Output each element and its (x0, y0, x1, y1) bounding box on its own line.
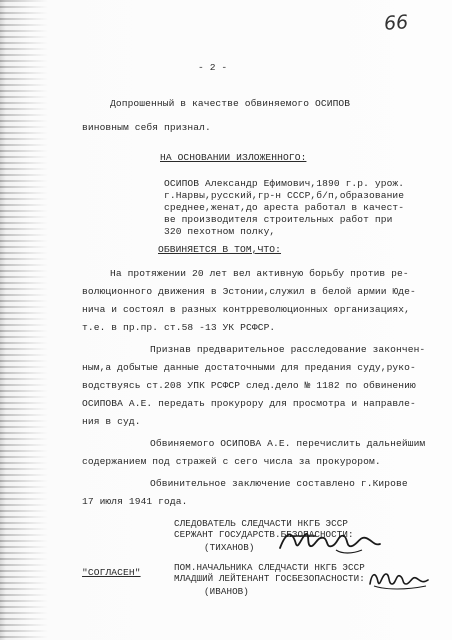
page-number: - 2 - (198, 62, 228, 73)
investigator-title-1: СЛЕДОВАТЕЛЬ СЛЕДЧАСТИ НКГБ ЭССР (174, 518, 349, 529)
p1-line-2: виновным себя признал. (82, 122, 211, 133)
deputy-title-1: ПОМ.НАЧАЛЬНИКА СЛЕДЧАСТИ НКГБ ЭССР (174, 562, 365, 573)
p2-line-1: На протяжении 20 лет вел активную борьбу против ре- (110, 268, 409, 279)
p3-line-3: водствуясь ст.208 УПК РСФСР след.дело № 1182 по обвинению (82, 380, 416, 391)
heading-based-on: НА ОСНОВАНИИ ИЗЛОЖЕННОГО: (160, 152, 307, 163)
binding-shadow (0, 0, 48, 640)
p3-line-1: Признав предварительное расследование закончен- (150, 344, 426, 355)
investigator-title-2: СЕРЖАНТ ГОСУДАРСТВ.БЕЗОПАСНОСТИ: (174, 529, 354, 540)
p3-line-4: ОСИПОВА А.Е. передать прокурору для просмотра и направле- (82, 398, 416, 409)
agreed-label: "СОГЛАСЕН" (82, 567, 141, 578)
accused-line-4: ве производителя строительных работ при (164, 214, 393, 225)
p2-line-2: волюционного движения в Эстонии,служил в белой армии Юде- (82, 286, 416, 297)
deputy-signature (366, 566, 436, 592)
p5-line-1: Обвинительное заключение составлено г.Кирове (150, 478, 408, 489)
archive-page-number: 66 (383, 11, 409, 35)
p4-line-1: Обвиняемого ОСИПОВА А.Е. перечислить дальнейшим (150, 438, 426, 449)
accused-line-5: 320 пехотном полку, (164, 226, 276, 237)
p3-line-2: ным,а добытые данные достаточными для предания суду,руко- (82, 362, 416, 373)
investigator-name: (ТИХАНОВ) (204, 542, 255, 553)
p1-line-1: Допрошенный в качестве обвиняемого ОСИПОВ (110, 98, 351, 109)
heading-accused-of: ОБВИНЯЕТСЯ В ТОМ,ЧТО: (158, 244, 282, 255)
p2-line-4: т.е. в пр.пр. ст.58 -13 УК РСФСР. (82, 322, 276, 333)
p4-line-2: содержанием под стражей с сего числа за прокурором. (82, 456, 381, 467)
accused-line-1: ОСИПОВ Александр Ефимович,1890 г.р. урож. (164, 178, 405, 189)
deputy-name: (ИВАНОВ) (204, 586, 249, 597)
p3-line-5: ния в суд. (82, 416, 141, 427)
p5-line-2: 17 июля 1941 года. (82, 496, 188, 507)
accused-line-2: г.Нарвы,русский,гр-н СССР,б/п,образование (164, 190, 405, 201)
p2-line-3: нича и состоял в разных контрреволюционных организациях, (82, 304, 411, 315)
deputy-title-2: МЛАДШИЙ ЛЕЙТЕНАНТ ГОСБЕЗОПАСНОСТИ: (174, 573, 365, 584)
accused-line-3: среднее,женат,до ареста работал в качест- (164, 202, 405, 213)
investigator-signature (276, 526, 386, 558)
